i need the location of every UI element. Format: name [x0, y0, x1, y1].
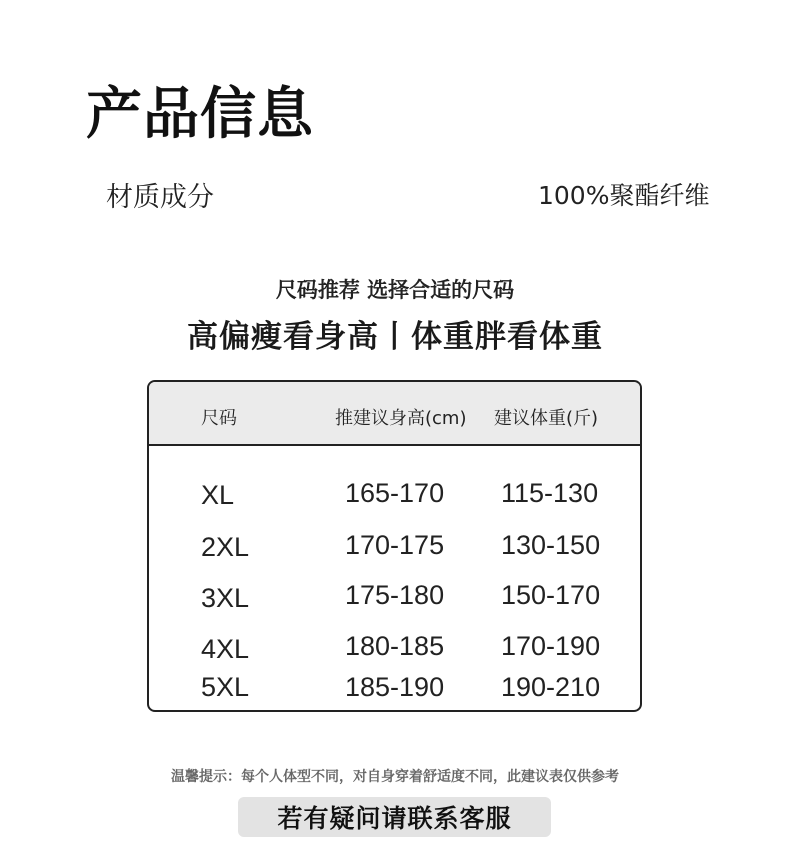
row-3-size: 3XL — [201, 583, 250, 613]
row-3-weight: 150-170 — [501, 580, 601, 610]
header-weight: 建议体重(斤) — [494, 408, 599, 429]
material-value: 100%聚酯纤维 — [538, 181, 710, 210]
row-2-height: 170-175 — [345, 530, 445, 560]
material-label: 材质成分 — [106, 182, 214, 213]
row-5-weight: 190-210 — [501, 672, 601, 702]
row-2-weight: 130-150 — [501, 530, 601, 560]
size-guide-heading: 尺码推荐 选择合适的尺码 — [275, 278, 515, 302]
product-info-title: 产品信息 — [86, 82, 314, 147]
header-height: 推建议身高(cm) — [335, 408, 467, 429]
row-4-height: 180-185 — [345, 631, 445, 661]
contact-support-button[interactable]: 若有疑问请联系客服 — [238, 797, 551, 837]
row-1-weight: 115-130 — [501, 478, 599, 508]
fit-tip: 温馨提示：每个人体型不同，对自身穿着舒适度不同，此建议表仅供参考 — [171, 769, 619, 785]
size-table — [147, 380, 642, 712]
row-3-height: 175-180 — [345, 580, 445, 610]
row-1-height: 165-170 — [345, 478, 445, 508]
row-4-weight: 170-190 — [501, 631, 601, 661]
row-1-size: XL — [201, 480, 235, 510]
row-5-size: 5XL — [201, 672, 250, 702]
header-size: 尺码 — [201, 408, 237, 429]
size-guide-subheading: 高偏瘦看身高丨体重胖看体重 — [187, 319, 603, 355]
row-4-size: 4XL — [201, 634, 250, 664]
table-header — [149, 382, 640, 446]
row-5-height: 185-190 — [345, 672, 445, 702]
row-2-size: 2XL — [201, 532, 250, 562]
